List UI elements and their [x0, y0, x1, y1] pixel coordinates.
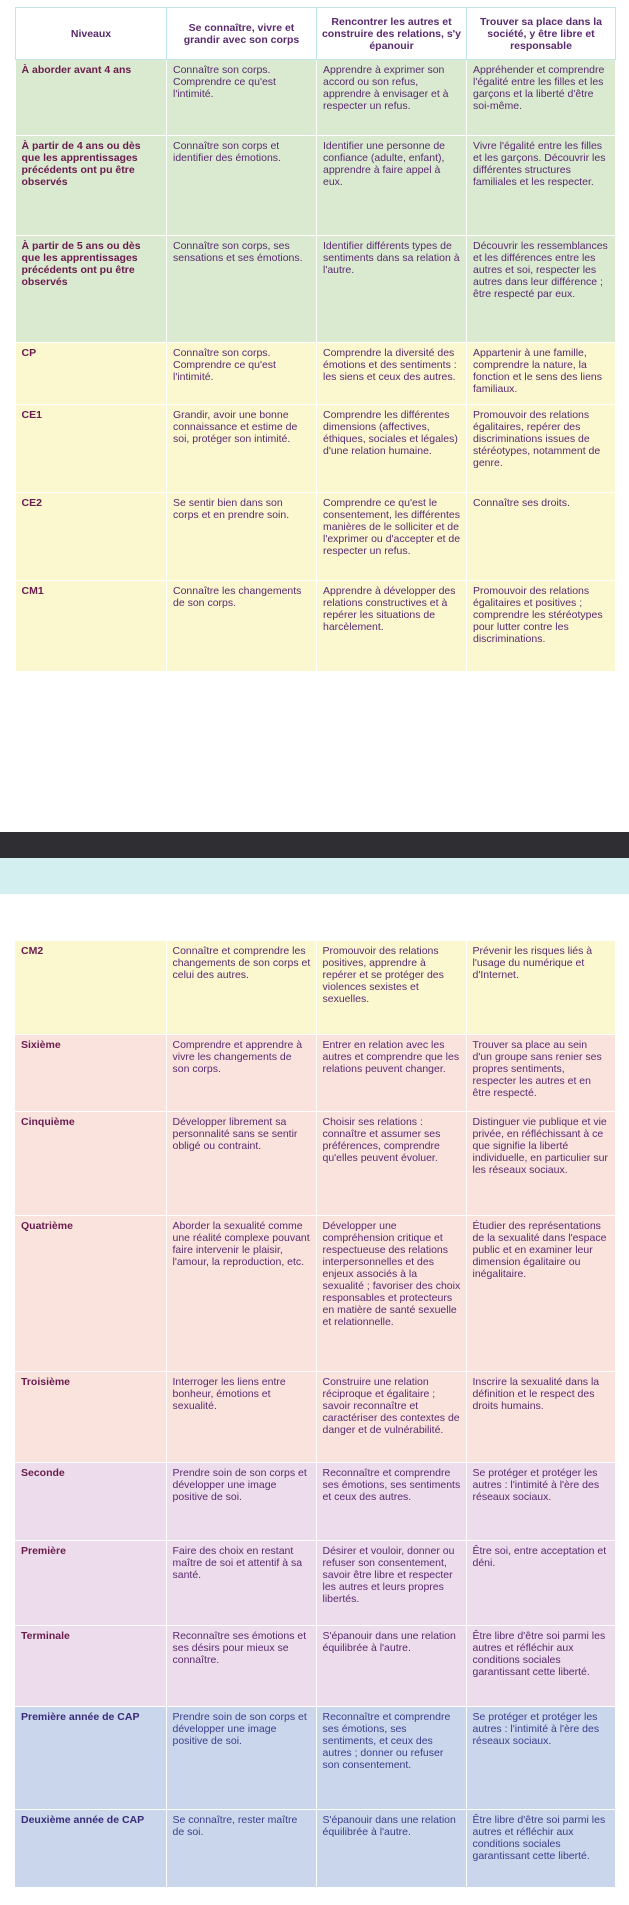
table-row: [15, 1706, 615, 1809]
header-relations: Rencontrer les autres et construire des relations, s'y épanouir: [317, 8, 467, 60]
table-row: [16, 493, 616, 581]
header-body: Se connaître, vivre et grandir avec son corps: [167, 8, 317, 60]
table-row: [15, 1809, 615, 1887]
cell-relations: Reconnaître et comprendre ses émotions, ses sentiments et ceux des autres.: [316, 1462, 466, 1540]
cell-body: Connaître son corps. Comprendre ce qu'est l'intimité.: [167, 343, 317, 405]
cell-relations: S'épanouir dans une relation équilibrée à l'autre.: [316, 1809, 466, 1887]
row-level: CE1: [16, 405, 167, 493]
cell-society: Découvrir les ressemblances et les différences entre les autres et soi, respecter les autres dans leur différence ; être respecté par eux.: [467, 236, 616, 343]
cell-society: Inscrire la sexualité dans la définition et le respect des droits humains.: [466, 1371, 615, 1462]
page-separator-band: [0, 858, 629, 894]
row-level: CE2: [16, 493, 167, 581]
table-row: [16, 581, 616, 672]
row-level: À aborder avant 4 ans: [16, 60, 167, 136]
table-row: [16, 343, 616, 405]
cell-relations: Développer une compréhension critique et respectueuse des relations interpersonnelles et des enjeux associés à la sexualité ; favoriser des choix responsables et protecteurs en matière de santé sexuelle et relationnelle.: [316, 1215, 466, 1371]
cell-body: Grandir, avoir une bonne connaissance et estime de soi, protéger son intimité.: [167, 405, 317, 493]
row-level: CP: [16, 343, 167, 405]
table-row: [16, 136, 616, 236]
table-row: [15, 1625, 615, 1706]
row-level: Terminale: [15, 1625, 166, 1706]
header-levels: Niveaux: [16, 8, 167, 60]
cell-society: Distinguer vie publique et vie privée, en réfléchissant à ce que signifie la liberté individuelle, en particulier sur les réseaux sociaux.: [466, 1111, 615, 1215]
cell-society: Trouver sa place au sein d'un groupe sans renier ses propres sentiments, respecter les autres et en être respecté.: [466, 1034, 615, 1111]
cell-body: Interroger les liens entre bonheur, émotions et sexualité.: [166, 1371, 316, 1462]
table-row: [15, 1371, 615, 1462]
cell-body: Faire des choix en restant maître de soi et attentif à sa santé.: [166, 1540, 316, 1625]
table-row: [15, 1111, 615, 1215]
cell-society: Prévenir les risques liés à l'usage du numérique et d'Internet.: [466, 941, 615, 1034]
cell-society: Appréhender et comprendre l'égalité entre les filles et les garçons et la liberté d'être soi-même.: [467, 60, 616, 136]
row-level: Première: [15, 1540, 166, 1625]
cell-society: Être libre d'être soi parmi les autres et réfléchir aux conditions sociales garantissant cette liberté.: [466, 1625, 615, 1706]
row-level: Deuxième année de CAP: [15, 1809, 166, 1887]
cell-body: Comprendre et apprendre à vivre les changements de son corps.: [166, 1034, 316, 1111]
cell-body: Prendre soin de son corps et développer une image positive de soi.: [166, 1706, 316, 1809]
cell-society: Promouvoir des relations égalitaires, repérer des discriminations issues de stéréotypes, notamment de genre.: [467, 405, 616, 493]
cell-relations: Entrer en relation avec les autres et comprendre que les relations peuvent changer.: [316, 1034, 466, 1111]
cell-body: Connaître son corps et identifier des émotions.: [167, 136, 317, 236]
row-level: Sixième: [15, 1034, 166, 1111]
cell-body: Connaître son corps. Comprendre ce qu'est l'intimité.: [167, 60, 317, 136]
cell-society: Être soi, entre acceptation et déni.: [466, 1540, 615, 1625]
cell-society: Appartenir à une famille, comprendre la nature, la fonction et le sens des liens familiaux.: [467, 343, 616, 405]
cell-society: Être libre d'être soi parmi les autres et réfléchir aux conditions sociales garantissant cette liberté.: [466, 1809, 615, 1887]
cell-relations: Construire une relation réciproque et égalitaire ; savoir reconnaître et caractériser des contextes de danger et de vulnérabilité.: [316, 1371, 466, 1462]
table-row: [15, 1034, 615, 1111]
table-row: [15, 941, 615, 1034]
row-level: Quatrième: [15, 1215, 166, 1371]
cell-relations: Reconnaître et comprendre ses émotions, ses sentiments, et ceux des autres ; donner ou refuser son consentement.: [316, 1706, 466, 1809]
cell-relations: Identifier différents types de sentiments dans sa relation à l'autre.: [317, 236, 467, 343]
row-level: À partir de 4 ans ou dès que les apprentissages précédents ont pu être observés: [16, 136, 167, 236]
cell-body: Connaître son corps, ses sensations et ses émotions.: [167, 236, 317, 343]
cell-relations: Promouvoir des relations positives, apprendre à repérer et se protéger des violences sexistes et sexuelles.: [316, 941, 466, 1034]
row-level: Seconde: [15, 1462, 166, 1540]
table-row: [16, 236, 616, 343]
cell-relations: Apprendre à développer des relations constructives et à repérer les situations de harcèlement.: [317, 581, 467, 672]
cell-society: Se protéger et protéger les autres : l'intimité à l'ère des réseaux sociaux.: [466, 1462, 615, 1540]
page-separator-bar: [0, 832, 629, 858]
cell-body: Prendre soin de son corps et développer une image positive de soi.: [166, 1462, 316, 1540]
cell-society: Promouvoir des relations égalitaires et positives ; comprendre les stéréotypes pour lutter contre les discriminations.: [467, 581, 616, 672]
cell-relations: Désirer et vouloir, donner ou refuser son consentement, savoir être libre et respecter les autres et leurs propres libertés.: [316, 1540, 466, 1625]
table-row: [15, 1462, 615, 1540]
cell-relations: Comprendre la diversité des émotions et des sentiments : les siens et ceux des autres.: [317, 343, 467, 405]
cell-body: Connaître les changements de son corps.: [167, 581, 317, 672]
table-row: [15, 1215, 615, 1371]
cell-body: Aborder la sexualité comme une réalité complexe pouvant faire intervenir le plaisir, l'amour, la reproduction, etc.: [166, 1215, 316, 1371]
table-row: [15, 1540, 615, 1625]
row-level: À partir de 5 ans ou dès que les apprentissages précédents ont pu être observés: [16, 236, 167, 343]
cell-body: Développer librement sa personnalité sans se sentir obligé ou contraint.: [166, 1111, 316, 1215]
row-level: CM2: [15, 941, 166, 1034]
header-society: Trouver sa place dans la société, y être libre et responsable: [467, 8, 616, 60]
cell-relations: Apprendre à exprimer son accord ou son refus, apprendre à envisager et à respecter un refus.: [317, 60, 467, 136]
cell-society: Connaître ses droits.: [467, 493, 616, 581]
row-level: Première année de CAP: [15, 1706, 166, 1809]
cell-body: Connaître et comprendre les changements de son corps et celui des autres.: [166, 941, 316, 1034]
cell-relations: Identifier une personne de confiance (adulte, enfant), apprendre à faire appel à eux.: [317, 136, 467, 236]
curriculum-table-part-2: [15, 941, 616, 1888]
cell-society: Se protéger et protéger les autres : l'intimité à l'ère des réseaux sociaux.: [466, 1706, 615, 1809]
cell-body: Se sentir bien dans son corps et en prendre soin.: [167, 493, 317, 581]
row-level: Troisième: [15, 1371, 166, 1462]
table-row: [16, 60, 616, 136]
cell-relations: S'épanouir dans une relation équilibrée à l'autre.: [316, 1625, 466, 1706]
curriculum-table-part-1: [15, 7, 616, 672]
table-row: [16, 405, 616, 493]
row-level: Cinquième: [15, 1111, 166, 1215]
row-level: CM1: [16, 581, 167, 672]
cell-society: Vivre l'égalité entre les filles et les garçons. Découvrir les différentes structures familiales et les respecter.: [467, 136, 616, 236]
cell-body: Se connaître, rester maître de soi.: [166, 1809, 316, 1887]
table-header-row: [16, 8, 616, 60]
cell-body: Reconnaître ses émotions et ses désirs pour mieux se connaître.: [166, 1625, 316, 1706]
cell-relations: Comprendre ce qu'est le consentement, les différentes manières de le solliciter et de l'exprimer ou d'accepter et de respecter un refus.: [317, 493, 467, 581]
cell-relations: Choisir ses relations : connaître et assumer ses préférences, comprendre qu'elles peuvent évoluer.: [316, 1111, 466, 1215]
cell-society: Étudier des représentations de la sexualité dans l'espace public et en examiner leur dimension égalitaire ou inégalitaire.: [466, 1215, 615, 1371]
cell-relations: Comprendre les différentes dimensions (affectives, éthiques, sociales et légales) d'une relation humaine.: [317, 405, 467, 493]
